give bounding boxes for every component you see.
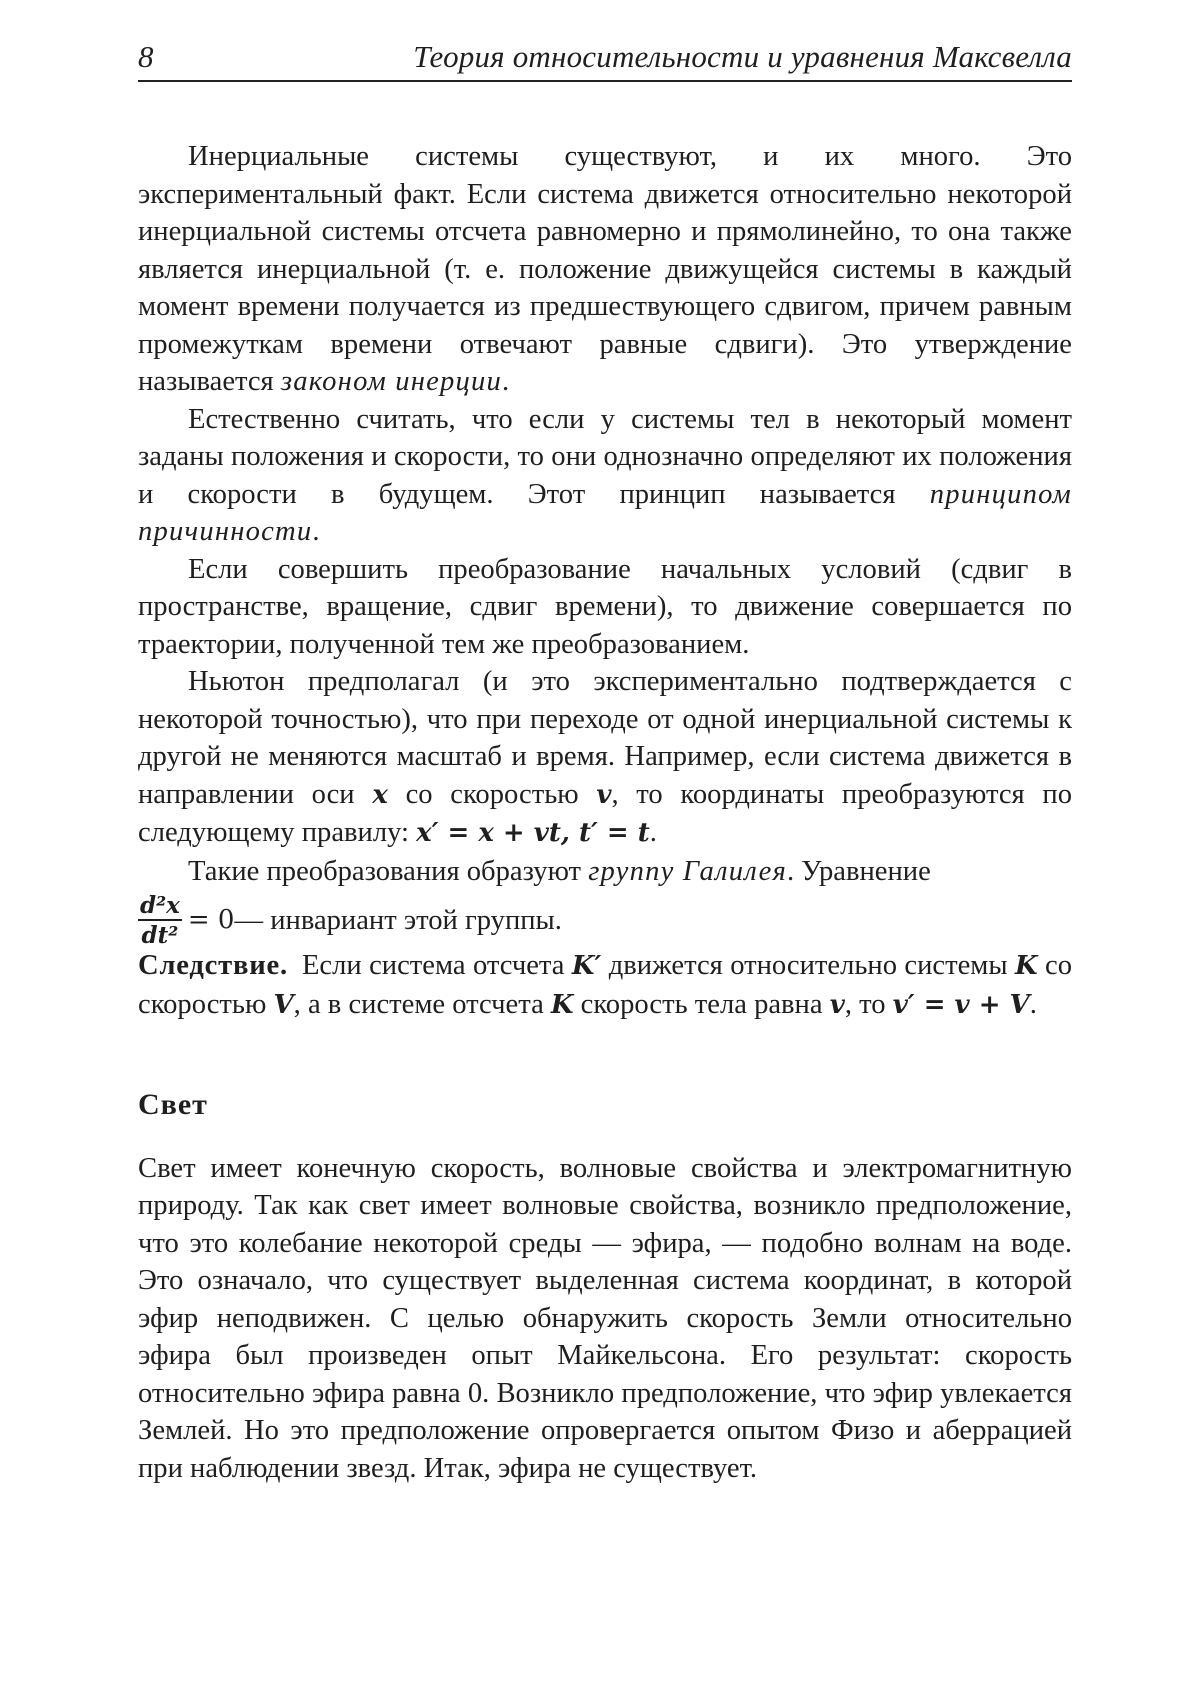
paragraph-light: Свет имеет конечную скорость, волновые свойства и электромагнитную природу. Так как свет имеет волновые свойства, возникло предположение, что это колебание некоторой среды — эфира, — подобно волнам на воде. Это означало, что существует выделенная система координат, в которой эфир неподвижен. С целью обнаружить скорость Земли относительно эфира был произведен опыт Майкельсона. Его результат: скорость относительно эфира равна 0. Возникло предположение, что эфир увлекается Землей. Но это предположение опровергается опытом Физо и аберрацией при наблюдении звезд. Итак, эфира не существует. [138, 1150, 1072, 1488]
math-var-k: K [551, 990, 574, 1020]
term-law-of-inertia: законом инерции [281, 366, 502, 397]
term-galilean-group: группу Галилея [588, 856, 787, 887]
page-number: 8 [138, 36, 154, 78]
math-var-k: K [1015, 951, 1038, 981]
second-derivative-fraction [138, 894, 182, 947]
paragraph-transformations: Если совершить преобразование начальных условий (сдвиг в пространстве, вращение, сдвиг времени), то движение совершается по траектории, полученной тем же преобразованием. [138, 551, 1072, 664]
section-heading-light: Свет [138, 1086, 1072, 1124]
velocity-addition-formula: v′ = v + V [893, 990, 1030, 1020]
term-causality-principle: принципом причинности [138, 479, 1072, 548]
math-var-capital-v: V [273, 990, 293, 1020]
equation-equals-zero: = 0 [188, 902, 235, 940]
math-var-v: v [830, 990, 845, 1020]
running-header [138, 36, 1072, 82]
corollary-label: Следствие. [138, 950, 288, 981]
paragraph-galilean-group: Такие преобразования образуют группу Галилея. Уравнение [138, 853, 1072, 891]
running-title: Теория относительности и уравнения Максвелла [413, 36, 1072, 78]
equation-line [138, 894, 1072, 947]
math-var-k-prime: K′ [572, 951, 601, 981]
equation-caption: — инвариант этой группы. [234, 902, 561, 940]
paragraph-newton: Ньютон предполагал (и это экспериментально подтверждается с некоторой точностью), что при переходе от одной инерциальной системы к другой не меняются масштаб и время. Например, если система движется в направлении оси x со скоростью v, то координаты преобразуются по следующему правилу: x′ = x + vt, t′ = t. [138, 663, 1072, 853]
fraction-denominator: dt² [140, 921, 181, 947]
book-page [138, 36, 1072, 1487]
math-var-x: x [372, 780, 388, 810]
fraction-numerator: d²x [138, 894, 182, 919]
paragraph-inertial-systems: Инерциальные системы существуют, и их много. Это экспериментальный факт. Если система движется относительно некоторой инерциальной системы отсчета равномерно и прямолинейно, то она также является инерциальной (т. е. положение движущейся системы в каждый момент времени получается из предшествующего сдвигом, причем равным промежуткам времени отвечают равные сдвиги). Это утверждение называется законом инерции. [138, 138, 1072, 401]
corollary: Следствие. Если система отсчета K′ движется относительно системы K со скоростью V, а в системе отсчета K скорость тела равна v, то v′ = v + V. [138, 947, 1072, 1024]
math-var-v: v [596, 780, 611, 810]
paragraph-causality: Естественно считать, что если у системы тел в некоторый момент заданы положения и скорости, то они однозначно определяют их положения и скорости в будущем. Этот принцип называется принципом причинности. [138, 401, 1072, 551]
galilean-transform-formula: x′ = x + vt, t′ = t [416, 818, 650, 848]
main-text [138, 138, 1072, 1487]
